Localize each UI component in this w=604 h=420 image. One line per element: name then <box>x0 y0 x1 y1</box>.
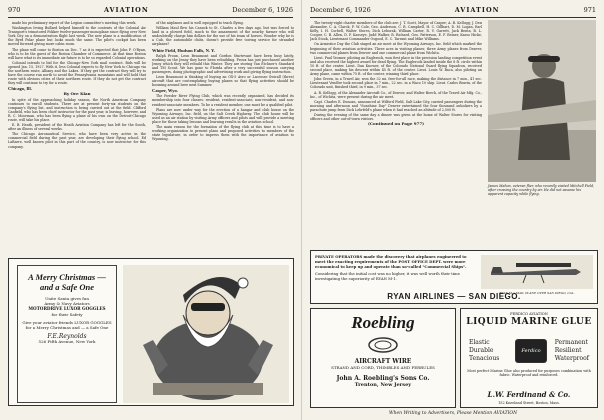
christmas-ad-line: Unite Santa gives fun <box>45 296 89 301</box>
continued-note: (Continued on Page 977) <box>367 121 424 127</box>
photo-caption: James Mahon, veteran flier, who recently visited Mitchell Field, after crossing the country by air. He did not assume his apparent capacity while flying. <box>488 184 595 196</box>
article-paragraph: Washington Irving Bullard helped himself to the contents of the Colonial Air Transport's trimotored Fokker twelve-passenger monoplane since flying over New York City on a demonstration flight last week. The new plane is a modification of the Byrd Polar plane but looks much the same. The pilot's cockpit has been moved forward giving more cabin room. <box>8 26 146 47</box>
roebling-product: AIRCRAFT WIRE <box>354 358 412 365</box>
wire-coil-icon <box>363 335 403 355</box>
article-paragraph: made his preliminary report of the Legion committee's meeting this week. <box>12 21 137 25</box>
right-column-1 <box>310 21 482 247</box>
byline: By Ore Kian <box>63 91 91 97</box>
glue-company: L.W. Ferdinand & Co. <box>487 390 571 399</box>
right-page-header <box>310 5 596 15</box>
roebling-detail: STRAND AND CORD, THIMBLES AND FERRULES <box>331 365 435 370</box>
ryan-ad-banner: RYAN AIRLINES — SAN DIEGO. <box>387 292 521 301</box>
date-left: December 6, 1926 <box>232 6 293 14</box>
article-paragraph: During the evening of the same day a dinner was given at the home of Walter Stores for visiting officers and other out-of-town visitors. <box>310 112 482 122</box>
christmas-ad-signature: F.E.Reynolds <box>47 333 87 341</box>
left-column-1 <box>8 21 146 253</box>
article-paragraph: A. R. Kellogg, of the Alexander Aircraft Co., of Denver, and Walter Beech, of the Travel Air Mfg. Co., Inc., of Wichita, were present during the air meet. <box>310 90 482 99</box>
header-rule-right <box>310 17 596 18</box>
glue-word: Durable <box>469 347 494 354</box>
ryan-plane-illustration <box>481 255 593 289</box>
ryan-airlines-ad <box>310 250 598 304</box>
section-heading-white-field: White Field, Hudson Falls, N. Y. <box>152 47 216 53</box>
glue-maker-line: FERDICO AVIATION <box>510 312 548 316</box>
article-paragraph: John Green, in a Travel Air, won the 32 mi. free-for-all race, making the distance in 7 min., 41 sec. Lieutenant Vendler took second place in 7 min., 22 sec. in a Waco 10 ship. Lieut. Carlos Bravin, of the Colorado unit, finished third, in 9 min., 37 sec. <box>310 77 482 90</box>
glue-product-title: LIQUID MARINE GLUE <box>466 317 592 327</box>
article-paragraph: William Maul flew his Canuck to St. Charles a few days ago, but was forced to land in a plowed field, much to the amazement of the nearby farmer who will undoubtedly charge him dollars for the use of his team of horses. Wonder why he is a Cub, the automobile clubs, doesn't provide free towing service for stranded airplanes? <box>152 26 294 47</box>
page-number-right: 971 <box>583 6 596 14</box>
glue-word: Waterproof <box>554 355 589 362</box>
glue-note: Most perfect Marine Glue also produced for purposes combination with fabric. Waterproof and reinforced. <box>467 369 591 378</box>
ryan-ad-headline: PRIVATE OPERATORS made the discovery that airplanes engineered to meet the exacting requirements of the POST OFFICE DEPT. were more economical to keep up and operate than so-called "Commercial Ships". <box>315 254 467 269</box>
glue-right-words <box>555 339 589 363</box>
section-heading-chicago: Chicago, Ill. <box>8 86 32 92</box>
article-paragraph: The Chicago Aeronautical Service, who have been very active in the commercial field during the past year, are developing their flying school. Ed LaBarre, well known pilot in this part of the country, is now instructor for this company. <box>8 132 146 149</box>
aviator-photo-image <box>488 20 596 182</box>
glue-left-words <box>469 339 499 363</box>
article-paragraph: E. B. Heath, president of the Heath Aviation Company has left for the South, after an illness of several weeks. <box>8 123 146 132</box>
roebling-logo: Roebling <box>351 313 415 332</box>
ryan-plane-caption: RYAN M-1 MAIL PLANE OVER SAN DIEGO, CAL. <box>499 291 575 295</box>
page-footer: When Writing to Advertisers, Please Mention AVIATION <box>388 411 518 416</box>
glue-address: 152 Kneeland Street, Boston, Mass. <box>498 401 560 405</box>
glue-word: Tenacious <box>469 355 500 362</box>
article-paragraph: Capt. Charles E. Duncan, announced at Wilford Field, Salt Lake City, carried passengers during the morning and afternoon and "Sunshine Day" Denver entertained the four thousand onlookers by a parachute jump from Dick Lehrfeld's plane when it had reached an altitude of 2,500 ft. <box>310 99 482 112</box>
article-paragraph: Leon Beaumont is thinking of buying an OX-5 Avro or Lacrosse Swirall (three) aircraft that are contemplating buying planes so that flying activities should be booming around here next Summer. <box>152 75 294 88</box>
article-paragraph: Lieut. Paul Yeomer, piloting an Eaglerock, won first place in the precision landing competition event and also received the highest award for dead flying. The Eaglerock landed inside the 8 ft. circle within 10 ft. of the center. Lieut. Dan Knower, of the Colorado National Guard flying Squadron, received second place, making his descent within 45 ft. of the center. Lieut. Louis W. Baca, also piloting an Army plane, came within 75 ft. of the center, winning third place. <box>310 55 482 77</box>
magazine-title-left: AVIATION <box>103 6 149 14</box>
christmas-ad-line: Give your aviator friends LUXOR GOGGLES for a Merry Christmas and — a Safe One <box>22 319 112 331</box>
article-paragraph: The main reason for the formation of the flying club at this time is to have a working organization to present plans and proposed activities to members of the state legislature, in order to impress them with the importance of aviation to Wyoming. <box>152 124 294 142</box>
article-paragraph: On Armistice Day the Club staged an air meet at the Wyoming Airways, Inc. field which marked the beginning of their aviation activities. Three aces in visiting planes; three Army planes from Denver, two commercial planes from Denver and one commercial plane from Wichita. <box>310 42 482 55</box>
left-page-header <box>8 5 293 15</box>
article-paragraph: In spite of the approaching holiday season, the North American Company continues to enroll students. There are at present forty-six students on the company's flying list, and instruction is being carried out at the field. Clifford Canfield, who has been chief instructor for the past year, is leaving, however, and R. C. Moorman, who has been flying a plane of his own on the Detroit-Chicago route, will take his place. <box>8 97 146 122</box>
section-heading-casper: Casper, Wyo. <box>152 88 178 94</box>
christmas-ad-address: 526 Fifth Avenue, New York <box>38 339 96 345</box>
left-column-2 <box>152 21 294 253</box>
christmas-ad-line: Army & Navy Aviators <box>44 301 90 307</box>
ferdico-glue-ad <box>460 308 598 408</box>
page-number-left: 970 <box>8 6 21 14</box>
roebling-company: John A. Roebling's Sons Co. <box>336 375 430 382</box>
article-paragraph: The twenty-eight charter members of the club are: J. T. Scott, Mayor of Casper; A. R. Kellogg; J. Den Alexander, C. A. Clarck, F. W. Cole, Geo. Anderson, C. R. Campbell, H. C. Gillbart, D. M. Logan, Earl Kelly, I. H. Corbell, Walter Stores, Dick Leborak, William Carter, R. V. Garrett, Jack Benta, B. L. Cooper, C. B. Allen, D. F. Kasseye, Judd Walker, R. Richard, Geo. Patterson, E. F. Reiner, Kasso Hicke, Jack Stook, Lieutenant Commander Osgood, E. C. Tarrant and Mike Williams. <box>310 21 482 42</box>
aviator-photo <box>488 20 596 182</box>
glue-word: Permanent <box>554 339 588 346</box>
article-paragraph: The Powder River Flying Club, which was recently organized, has decided its membership into four classes: resident, resident-associate, non-resident, and non-resident-associate members. To be a resident member, one must be a qualified pilot. <box>152 94 294 107</box>
glue-word: Resilient <box>554 347 582 354</box>
date-right: December 6, 1926 <box>310 6 371 14</box>
roebling-city: Trenton, New Jersey <box>354 382 412 388</box>
article-paragraph: of the airplanes and is well equipped to teach flying. <box>156 21 244 25</box>
article-paragraph: The plane will come to Boston on Dec. 7 as it is expected that John F. O'Ryan, who is to be the guest of the Boston Chamber of Commerce. At that time Boston will have what is its immediate air future is to be so regarded Colonial operations. <box>8 47 146 60</box>
ryan-ad-body: Considering that the initial cost was no higher, it was well worth their time investigating the superiority of RYAN M-1. <box>315 271 460 281</box>
header-rule-left <box>8 17 293 18</box>
christmas-ad-product: MOTORDRIVE LUXOR GOGGLES <box>28 306 106 312</box>
christmas-goggles-ad <box>8 258 294 406</box>
ryan-ad-text <box>315 254 475 281</box>
glue-word: Elastic <box>469 339 490 346</box>
christmas-ad-text-frame <box>17 265 117 403</box>
santa-illustration <box>123 265 289 403</box>
roebling-ad <box>310 308 456 408</box>
article-paragraph: Plans are now under way for the erection of a hangar and club house on the Wyoming Airways, Inc. field, on the Salt Creek Highway. The club house will be used as an air station by visiting Army officers and pilots and will provide a meeting place for those taking lessons and learning results in the aviation school. <box>152 107 294 124</box>
glue-can-badge: Ferdico <box>515 339 547 363</box>
article-paragraph: Ralph Proux, Leon Beaumont and Gordon Sturtevant have been busy lately, working on the Jenny they have been rebuilding. Proux has just purchased another Jenny which they will rebuild this Winter. They are storing Van Etchner's Standard and TM Scout. We has gone to Florida after a very successful season carrying passengers, doing photographic and advertising work and giving flying instruction. <box>152 53 294 74</box>
magazine-title-right: AVIATION <box>454 6 500 14</box>
christmas-ad-title: A Merry Christmas — and a Safe One <box>28 272 106 292</box>
article-paragraph: Colonial intends to bid for the Chicago-New York mail contract. Bids will be opened Jan. 15, 1927. With it, less Colonial expects to fly New York to Chicago via the northern route, Albany and the Lakes. If they get the contract they will try to have the course run north to avoid the Pennsylvania mountains and will hold that route with obvious cities of their northern route. If they do not get the contract they will continue to try for a route. <box>8 60 146 86</box>
christmas-ad-line: for their Safety <box>51 311 83 317</box>
